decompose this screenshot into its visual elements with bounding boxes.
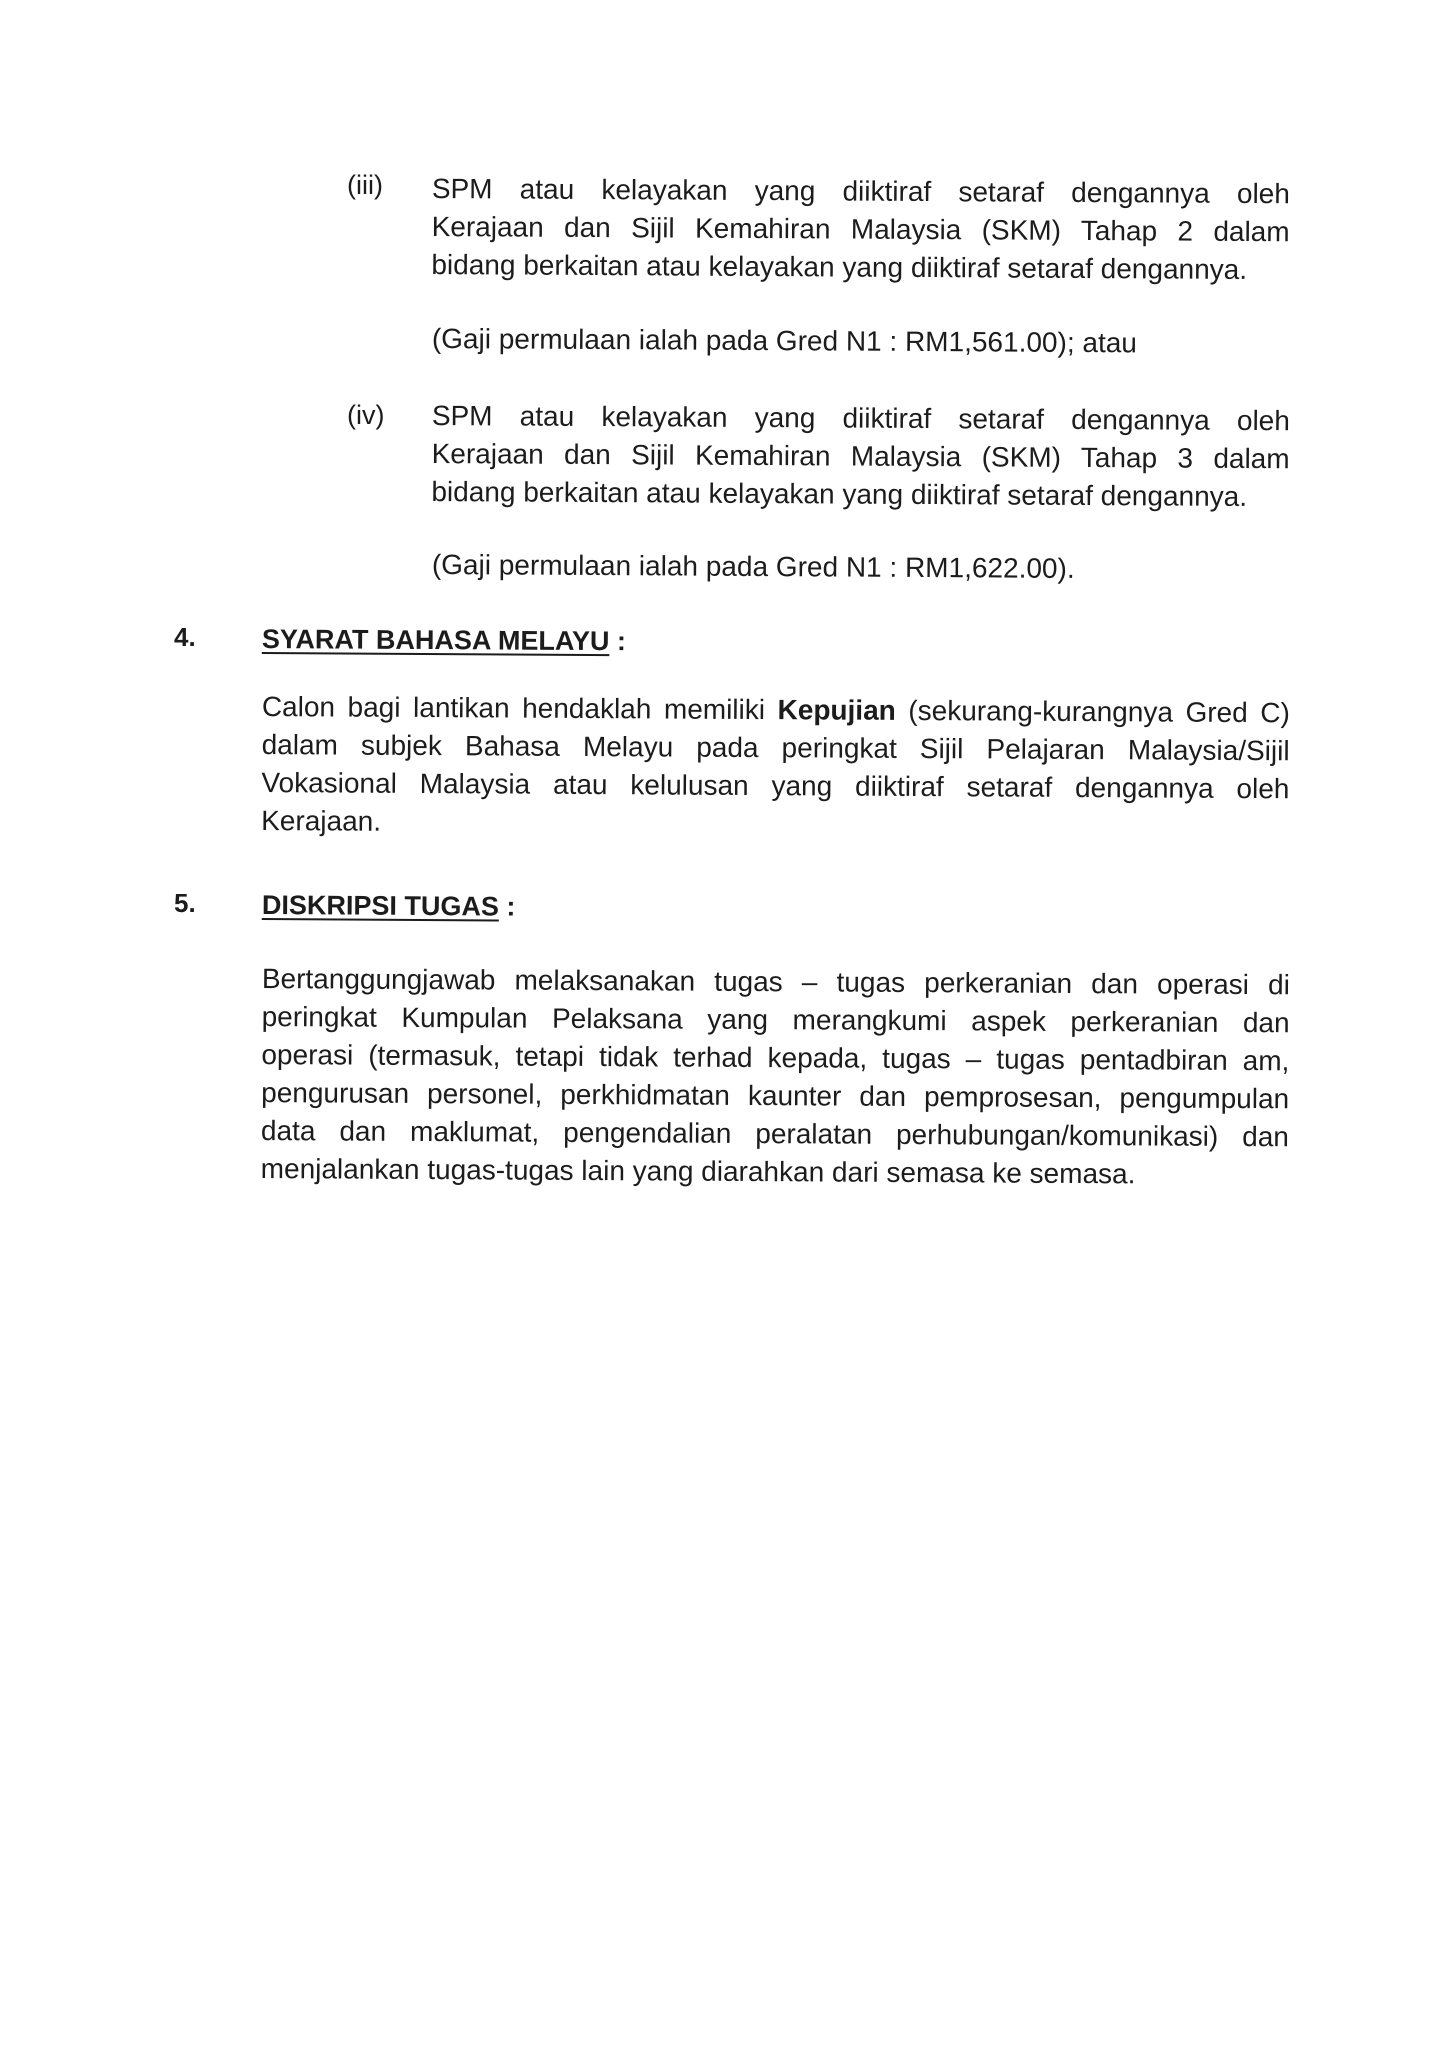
item-iv-line-1: SPM atau kelayakan yang diiktiraf setaraf dengannya oleh bbox=[431, 399, 1290, 437]
section-4-line-1-post: (sekurang-kurangnya Gred C) bbox=[895, 694, 1290, 729]
section-4-bold-kepujian: Kepujian bbox=[777, 694, 896, 726]
section-5-line-6: menjalankan tugas-tugas lain yang diarahkan dari semasa ke semasa. bbox=[260, 1152, 1136, 1190]
item-label-iii: (iii) bbox=[347, 170, 383, 200]
section-4-line-1 bbox=[262, 688, 1290, 732]
item-iii-salary: (Gaji permulaan ialah pada Gred N1 : RM1,561.00); atau bbox=[431, 322, 1138, 359]
section-5-body bbox=[261, 960, 1290, 1194]
section-5-line-3: operasi (termasuk, tetapi tidak terhad kepada, tugas – tugas pentadbiran am, bbox=[261, 1038, 1290, 1077]
section-4-number: 4. bbox=[174, 622, 196, 652]
section-5-line-4: pengurusan personel, perkhidmatan kaunter dan pemprosesan, pengumpulan bbox=[261, 1076, 1290, 1115]
item-iii-line-2: Kerajaan dan Sijil Kemahiran Malaysia (SKM) Tahap 2 dalam bbox=[431, 210, 1290, 248]
section-5-number: 5. bbox=[174, 888, 196, 918]
section-4-title-text: SYARAT BAHASA MELAYU bbox=[261, 623, 610, 657]
section-4-title bbox=[262, 620, 626, 660]
item-iii-line-3: bidang berkaitan atau kelayakan yang diiktiraf setaraf dengannya. bbox=[431, 248, 1248, 285]
section-4-line-4: Kerajaan. bbox=[261, 804, 382, 837]
section-5-line-5: data dan maklumat, pengendalian peralatan perhubungan/komunikasi) dan bbox=[260, 1114, 1290, 1153]
section-4-body bbox=[261, 688, 1290, 846]
item-label-iv: (iv) bbox=[347, 400, 385, 430]
section-5-title bbox=[262, 886, 516, 926]
section-5-line-2: peringkat Kumpulan Pelaksana yang merangkumi aspek perkeranian dan bbox=[261, 1000, 1290, 1039]
section-4-line-1-pre: Calon bagi lantikan hendaklah memiliki bbox=[261, 690, 778, 726]
section-4-title-colon: : bbox=[609, 626, 627, 657]
item-iii-line-1: SPM atau kelayakan yang diiktiraf setaraf dengannya oleh bbox=[431, 172, 1290, 210]
section-5-title-colon: : bbox=[498, 891, 516, 922]
section-4-line-2: dalam subjek Bahasa Melayu pada peringkat Sijil Pelajaran Malaysia/Sijil bbox=[261, 728, 1290, 767]
item-text-iv bbox=[431, 397, 1290, 516]
item-iv-salary: (Gaji permulaan ialah pada Gred N1 : RM1,622.00). bbox=[431, 548, 1075, 584]
item-text-iii bbox=[431, 170, 1290, 289]
section-5-line-1: Bertanggungjawab melaksanakan tugas – tugas perkeranian dan operasi di bbox=[261, 962, 1290, 1001]
item-iv-line-3: bidang berkaitan atau kelayakan yang diiktiraf setaraf dengannya. bbox=[431, 475, 1248, 512]
section-4-line-3: Vokasional Malaysia atau kelulusan yang diiktiraf setaraf dengannya oleh bbox=[261, 766, 1290, 805]
section-5-title-text: DISKRIPSI TUGAS bbox=[261, 889, 500, 922]
item-iv-line-2: Kerajaan dan Sijil Kemahiran Malaysia (SKM) Tahap 3 dalam bbox=[431, 437, 1290, 475]
